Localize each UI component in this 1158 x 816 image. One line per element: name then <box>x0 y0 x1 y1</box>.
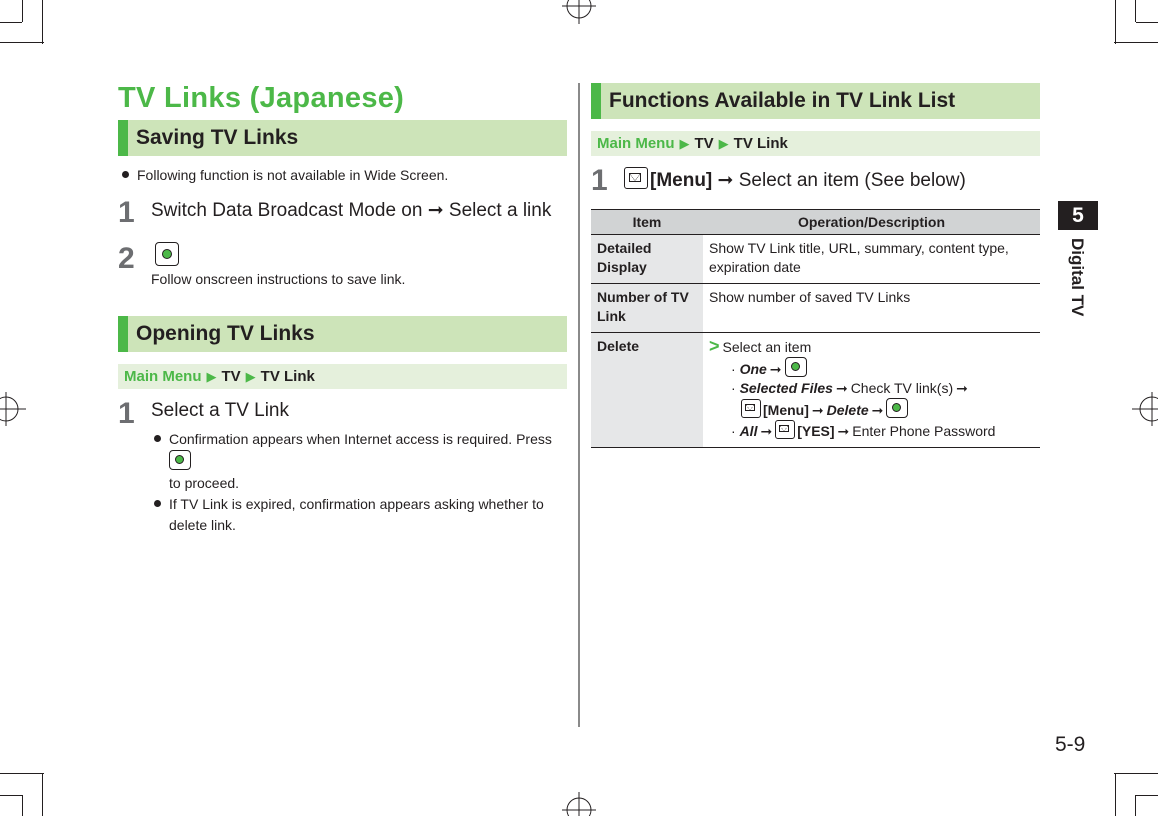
path-tv-link: TV Link <box>260 368 315 385</box>
step-number: 1 <box>118 397 135 430</box>
mail-key-icon <box>775 420 795 439</box>
table-row <box>591 333 1040 448</box>
crop-mark <box>1135 795 1136 816</box>
crop-mark <box>1136 22 1158 23</box>
center-key-icon <box>886 398 908 418</box>
crop-mark <box>1135 0 1136 22</box>
crop-mark <box>22 0 23 22</box>
section-header-saving <box>118 120 567 156</box>
path-tv: TV <box>221 368 241 385</box>
section-accent-bar <box>118 120 128 156</box>
chapter-number-tab: 5 <box>1058 201 1098 230</box>
path-arrow-icon: ▶ <box>245 369 256 384</box>
registration-mark <box>1132 392 1158 426</box>
chevron-right-icon: > <box>709 336 720 356</box>
section-header-functions <box>591 83 1040 119</box>
crop-mark <box>22 795 23 816</box>
bullet-text: Following function is not available in Wide Screen. <box>137 167 449 183</box>
crop-mark <box>1114 42 1158 43</box>
registration-mark <box>562 792 596 816</box>
step-number: 2 <box>118 242 135 275</box>
section-title: Opening TV Links <box>136 322 315 345</box>
mail-key-icon <box>741 399 761 418</box>
section-header-opening <box>118 316 567 352</box>
table-cell-item: Delete <box>591 333 703 448</box>
column-divider <box>578 83 580 727</box>
center-key-icon <box>785 357 807 377</box>
step-text: Select a TV Link <box>151 400 290 421</box>
path-arrow-icon: ▶ <box>679 136 690 151</box>
mail-key-icon <box>624 167 648 189</box>
table-cell-item: Number of TV Link <box>591 284 703 333</box>
path-arrow-icon: ▶ <box>206 369 217 384</box>
crop-mark <box>0 42 44 43</box>
bullet-note <box>122 167 448 183</box>
path-arrow-icon: ▶ <box>718 136 729 151</box>
crop-mark <box>42 0 43 44</box>
table-cell-operation: Show number of saved TV Links <box>703 284 1040 333</box>
bullet-icon <box>122 171 129 178</box>
center-key-icon <box>169 450 191 470</box>
center-key-icon <box>155 242 179 268</box>
crop-mark <box>1136 795 1158 796</box>
column-header-item: Item <box>591 210 703 235</box>
crop-mark <box>1115 0 1116 44</box>
table-header-row <box>591 210 1040 235</box>
menu-path <box>118 364 567 389</box>
registration-mark <box>0 392 26 426</box>
step-text: Switch Data Broadcast Mode on ➞ Select a link <box>151 200 552 221</box>
step-number: 1 <box>118 196 135 229</box>
crop-mark <box>42 773 43 816</box>
section-accent-bar <box>591 83 601 119</box>
path-main-menu: Main Menu <box>597 135 675 152</box>
bullet-note: Confirmation appears when Internet access is required. Press to proceed. If TV Link is expired, confirmation appears asking whether to delete link. <box>154 429 567 536</box>
step-text: [Menu] ➞ Select an item (See below) <box>624 167 966 192</box>
crop-mark <box>1115 773 1116 816</box>
table-cell-operation: > Select an item · One ➞ · Selected Files ➞ Check TV link(s) ➞ [Menu] ➞ Delete ➞ · All ➞ [YES] ➞ Enter Phone Password <box>703 333 1040 448</box>
table-row <box>591 235 1040 284</box>
functions-table <box>591 209 1040 448</box>
path-main-menu: Main Menu <box>124 368 202 385</box>
table-cell-operation: Show TV Link title, URL, summary, content type, expiration date <box>703 235 1040 284</box>
page-title: TV Links (Japanese) <box>118 82 405 114</box>
bullet-icon <box>154 500 161 507</box>
column-header-operation: Operation/Description <box>703 210 1040 235</box>
table-row <box>591 284 1040 333</box>
path-tv-link: TV Link <box>733 135 788 152</box>
crop-mark <box>0 773 44 774</box>
section-accent-bar <box>118 316 128 352</box>
crop-mark <box>0 795 22 796</box>
step-note: Follow onscreen instructions to save link. <box>151 271 406 287</box>
page-number: 5-9 <box>1055 733 1086 756</box>
step-number: 1 <box>591 164 608 197</box>
chapter-label: Digital TV <box>1068 238 1087 317</box>
bullet-icon <box>154 435 161 442</box>
section-title: Saving TV Links <box>136 126 299 149</box>
section-title: Functions Available in TV Link List <box>609 89 956 112</box>
path-tv: TV <box>694 135 714 152</box>
table-cell-item: Detailed Display <box>591 235 703 284</box>
registration-mark <box>562 0 596 26</box>
crop-mark <box>0 22 22 23</box>
menu-path <box>591 131 1040 156</box>
crop-mark <box>1114 773 1158 774</box>
